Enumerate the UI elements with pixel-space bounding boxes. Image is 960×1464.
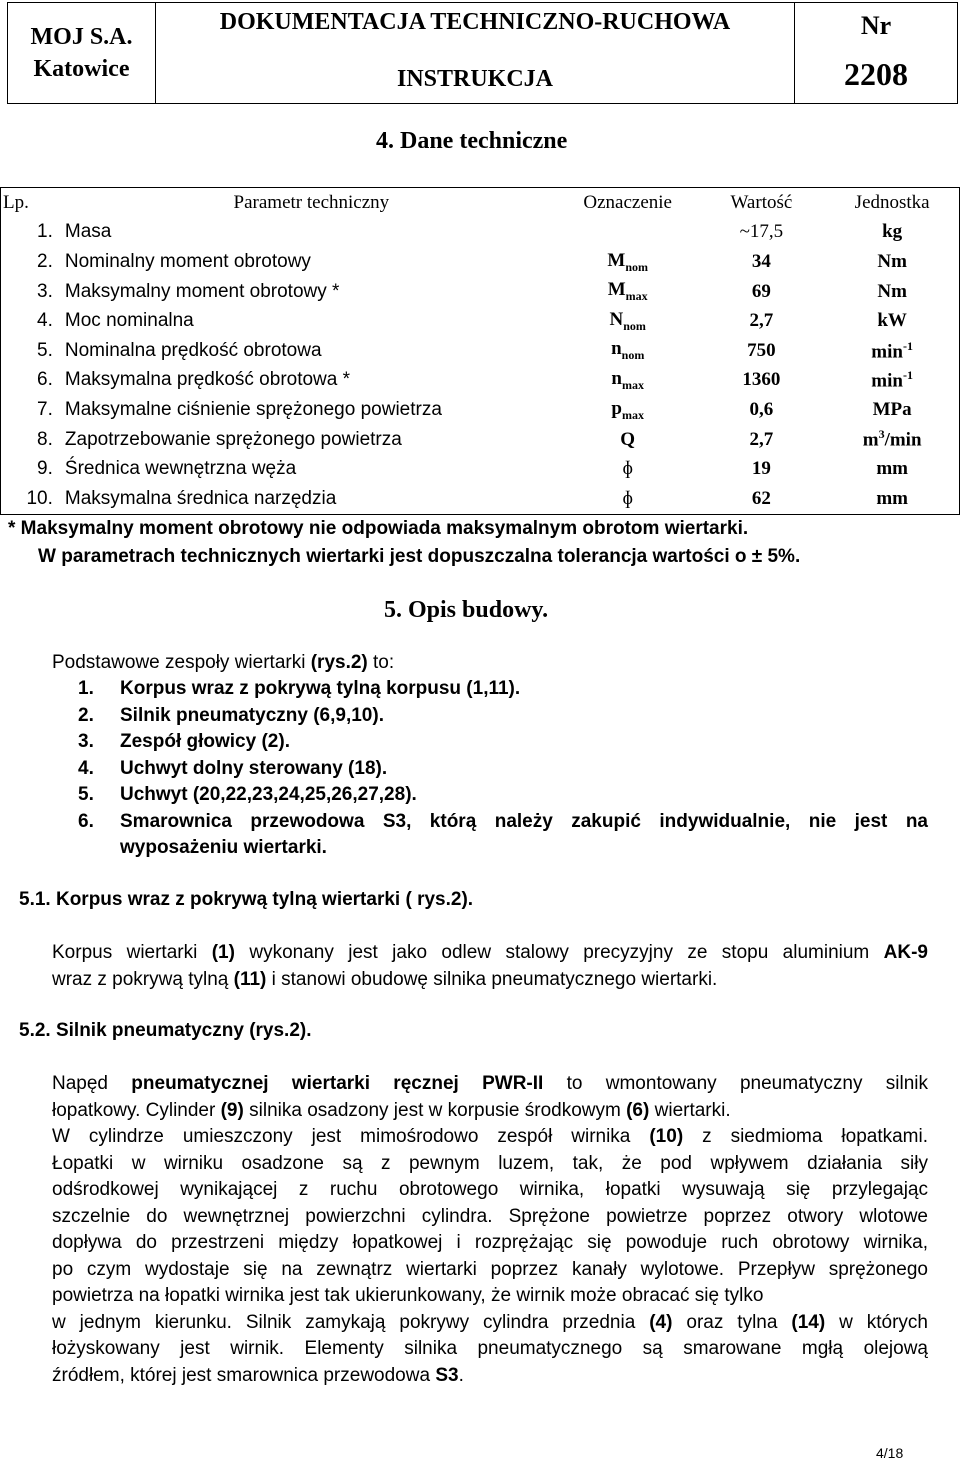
- header-value: Wartość: [730, 191, 793, 213]
- doc-subtitle: INSTRUKCJA: [396, 66, 554, 92]
- table-row: [1, 395, 959, 425]
- row-symbol: Q: [620, 428, 636, 450]
- row-value: ~17,5: [739, 221, 784, 243]
- list-item: 2. Silnik pneumatyczny (6,9,10).: [78, 704, 384, 726]
- row-unit: mm: [876, 487, 908, 509]
- doc-number: 2208: [844, 56, 908, 92]
- company-cell: [8, 3, 156, 103]
- row-unit: mm: [876, 458, 908, 480]
- row-unit: kW: [877, 310, 907, 332]
- row-lp: 8.: [37, 428, 53, 450]
- page-number: 4/18: [876, 1445, 904, 1461]
- header-lp: Lp.: [3, 191, 29, 213]
- row-unit: Nm: [877, 280, 907, 302]
- row-param: Średnica wewnętrzna węża: [64, 458, 297, 480]
- table-note-1: * Maksymalny moment obrotowy nie odpowiada maksymalnym obrotom wiertarki.: [8, 518, 749, 539]
- row-lp: 1.: [37, 221, 53, 243]
- table-row: [1, 454, 959, 484]
- table-row: [1, 484, 959, 514]
- header-unit: Jednostka: [854, 191, 930, 213]
- row-lp: 4.: [37, 310, 53, 332]
- table-row: [1, 277, 959, 307]
- row-lp: 2.: [37, 250, 53, 272]
- row-symbol: $n_{nom}$: [611, 338, 645, 363]
- section-5-1-title: 5.1. Korpus wraz z pokrywą tylną wiertarki ( rys.2).: [19, 889, 474, 910]
- row-param: Zapotrzebowanie sprężonego powietrza: [64, 428, 402, 450]
- doc-type: DOKUMENTACJA TECHNICZNO-RUCHOWA: [219, 9, 731, 35]
- doc-title-cell: [156, 3, 795, 103]
- table-row: [1, 247, 959, 277]
- row-param: Nominalny moment obrotowy: [64, 250, 311, 272]
- assemblies-list: [78, 676, 928, 862]
- doc-number-label: Nr: [860, 11, 892, 40]
- table-row: [1, 425, 959, 455]
- row-symbol: $M_{max}$: [607, 279, 648, 303]
- section-5-intro: Podstawowe zespoły wiertarki (rys.2) to:: [52, 652, 395, 673]
- document-header: [7, 2, 958, 104]
- row-value: 1360: [742, 369, 781, 391]
- row-unit: Nm: [877, 250, 907, 272]
- section-5-2-paragraph: Napęd pneumatycznej wiertarki ręcznej PWR-II to wmontowany pneumatyczny silnik łopatkowy. Cylinder (9) silnika osadzony jest w korpusie środkowym (6) wiertarki. W cylindrze umieszczony jest mimośrodowo zespół wirnika (10) z siedmioma łopatkami. Łopatki w wirniku osadzone są z pewnym luzem, tak, że pod wpływem działania siły odśrodkowej wynikającej z ruchu obrotowego wirnika, łopatki wysuwają się przylegając szczelnie do wewnętrznej powierzchni cylindra. Sprężone powietrze poprzez otwory wlotowe dopływa do przestrzeni między łopatkowej i rozprężając się powoduje ruch obrotowy wirnika, po czym wydostaje się na zewnątrz wiertarki poprzez kanały wylotowe. Przepływ sprężonego powietrza na łopatki wirnika jest tak ukierunkowany, że wirnik może obracać się tylko w jednym kierunku. Silnik zamykają pokrywy cylindra przednia (4) oraz tylna (14) w których łożyskowany jest wirnik. Elementy silnika pneumatycznego są smarowane mgłą olejową źródłem, której jest smarownica przewodowa S3.: [52, 1073, 929, 1386]
- row-lp: 10.: [26, 487, 53, 509]
- section-4-title: 4. Dane techniczne: [376, 128, 568, 154]
- row-lp: 7.: [37, 398, 53, 420]
- phi-symbol: ɸ: [622, 458, 633, 480]
- section-5-title: 5. Opis budowy.: [384, 597, 549, 623]
- row-param: Nominalna prędkość obrotowa: [64, 339, 322, 361]
- row-param: Maksymalne ciśnienie sprężonego powietrza: [64, 398, 442, 420]
- row-param: Masa: [64, 221, 112, 243]
- row-param: Moc nominalna: [64, 310, 194, 332]
- row-symbol: $n_{max}$: [611, 367, 644, 392]
- row-value: 2,7: [749, 428, 774, 450]
- doc-number-cell: [795, 3, 957, 103]
- technical-data-table: [0, 187, 960, 515]
- row-unit: $m^3/\min$: [862, 427, 922, 451]
- row-lp: 3.: [37, 280, 53, 302]
- row-unit: $\min^{-1}$: [871, 338, 913, 362]
- table-row: [1, 306, 959, 336]
- table-row: [1, 366, 959, 396]
- list-item: 3. Zespół głowicy (2).: [78, 731, 290, 752]
- company-name: MOJ S.A.: [30, 24, 133, 50]
- phi-symbol: ɸ: [622, 487, 633, 509]
- section-5-1-paragraph: Korpus wiertarki (1) wykonany jest jako odlew stalowy precyzyjny ze stopu aluminium AK-9 wraz z pokrywą tylną (11) i stanowi obudowę silnika pneumatycznego wiertarki.: [52, 942, 928, 990]
- row-lp: 9.: [37, 458, 53, 480]
- row-value: 62: [751, 487, 771, 509]
- row-param: Maksymalna prędkość obrotowa *: [64, 369, 351, 391]
- list-item: 1. Korpus wraz z pokrywą tylną korpusu (1,11).: [78, 678, 521, 699]
- row-symbol: $M_{nom}$: [607, 249, 648, 274]
- table-row: [1, 336, 959, 366]
- list-item: 5. Uchwyt (20,22,23,24,25,26,27,28).: [78, 784, 417, 805]
- row-value: 0,6: [749, 398, 774, 420]
- row-symbol: $N_{nom}$: [609, 308, 646, 333]
- row-unit: MPa: [872, 398, 912, 420]
- list-item: 4. Uchwyt dolny sterowany (18).: [78, 757, 388, 779]
- list-item: 6. Smarownica przewodowa S3, którą należy zakupić indywidualnie, nie jest na wyposażeniu wiertarki.: [78, 810, 928, 858]
- row-lp: 5.: [37, 339, 53, 361]
- row-param: Maksymalna średnica narzędzia: [64, 487, 337, 509]
- row-unit: kg: [882, 221, 903, 243]
- row-value: 19: [751, 458, 771, 480]
- header-param: Parametr techniczny: [233, 191, 390, 213]
- company-city: Katowice: [33, 56, 130, 82]
- row-value: 2,7: [749, 310, 774, 332]
- header-symbol: Oznaczenie: [583, 191, 672, 213]
- table-note-2: W parametrach technicznych wiertarki jest dopuszczalna tolerancja wartości o ± 5%.: [38, 546, 801, 567]
- row-value: 34: [751, 250, 771, 272]
- row-value: 750: [747, 339, 776, 361]
- table-row: [1, 218, 959, 248]
- section-5-2-title: 5.2. Silnik pneumatyczny (rys.2).: [19, 1020, 312, 1041]
- row-value: 69: [751, 280, 771, 302]
- table-header-row: [1, 188, 959, 218]
- row-param: Maksymalny moment obrotowy *: [64, 280, 340, 302]
- row-symbol: $p_{max}$: [611, 397, 644, 422]
- row-lp: 6.: [37, 369, 53, 391]
- row-unit: $\min^{-1}$: [871, 368, 913, 392]
